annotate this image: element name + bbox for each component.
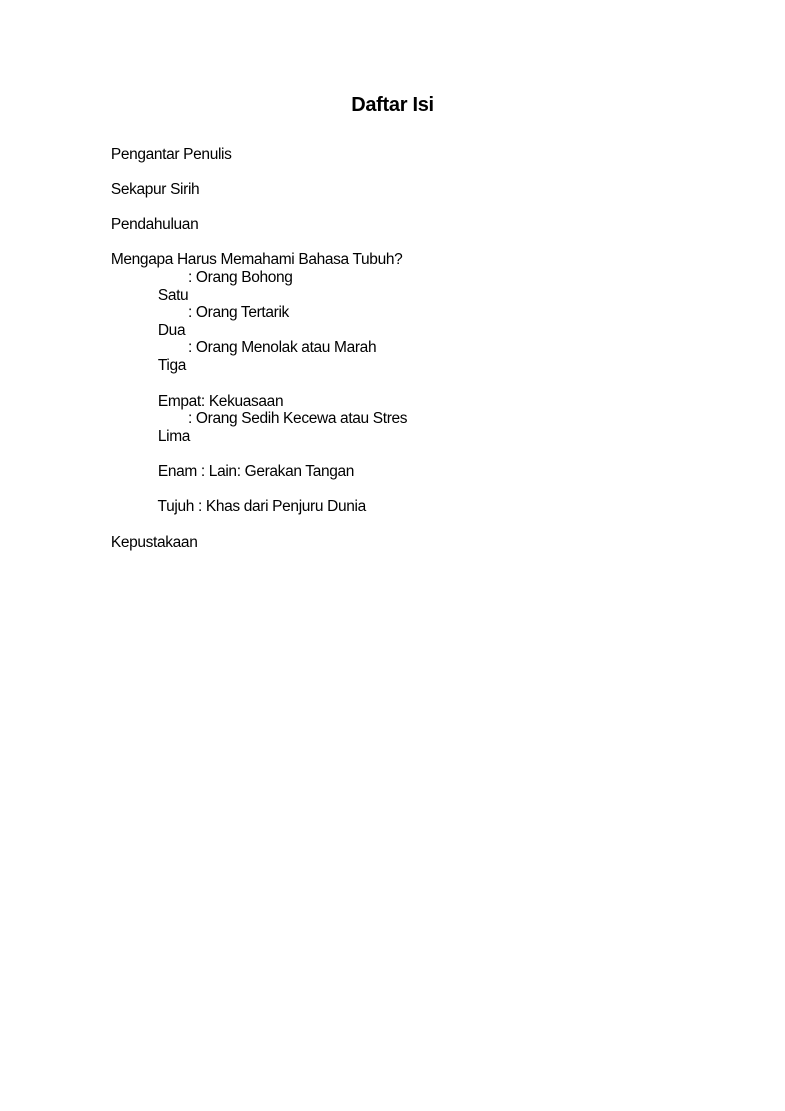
chapter-title: Orang Tertarik [195,304,289,321]
toc-entry-label: Sekapur Sirih [110,181,200,198]
toc-chapter-dua: Dua : Orang Tertarik [157,304,289,339]
chapter-number: Enam [157,463,197,480]
chapter-title: Orang Sedih Kecewa atau Stres [195,410,408,427]
toc-chapter-satu: Satu : Orang Bohong [157,269,293,304]
chapter-title: Orang Menolak atau Marah [195,339,377,356]
chapter-number: Empat [157,393,201,410]
chapter-title: Lain: Gerakan Tangan [208,463,355,480]
chapter-title: Kekuasaan [208,393,284,410]
chapter-separator: : [188,410,196,427]
chapter-title: Khas dari Penjuru Dunia [205,498,366,515]
chapter-separator: : [188,339,196,356]
chapter-number: Tujuh [157,498,194,515]
page-title [0,94,785,117]
chapter-separator: : [196,463,209,480]
chapter-separator: : [188,304,196,321]
toc-entry-label: Pengantar Penulis [110,146,232,163]
chapter-separator: : [200,393,209,410]
chapter-title: Orang Bohong [195,269,293,286]
chapter-separator: : [194,498,206,515]
page-title-text: Daftar Isi [351,94,434,116]
toc-entry-kepustakaan [95,516,197,570]
toc-entry-label: Kepustakaan [110,534,198,551]
toc-entry-label: Mengapa Harus Memahami Bahasa Tubuh? [110,251,403,268]
toc-chapter-tiga: Tiga : Orang Menolak atau Marah [157,339,377,374]
chapter-separator: : [188,269,196,286]
toc-chapter-lima: Lima : Orang Sedih Kecewa atau Stres [157,410,408,445]
toc-entry-label: Pendahuluan [110,216,199,233]
